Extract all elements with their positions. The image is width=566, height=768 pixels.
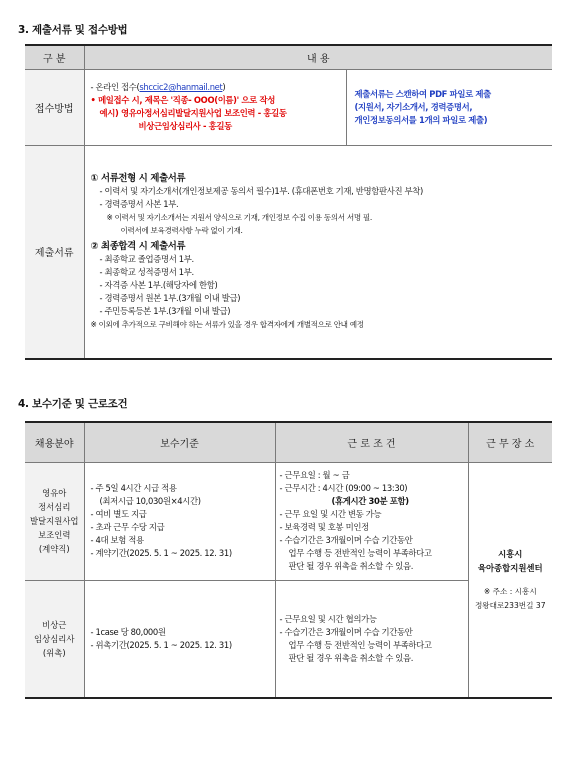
docs-stage2-item: - 경력증명서 원본 1부.(3개월 이내 발급) [99, 293, 241, 304]
email-example-2: 비상근임상심리사 - 홍길동 [138, 121, 232, 131]
email-link[interactable]: shccic2@hanmail.net [139, 82, 223, 92]
header-conditions: 근 로 조 건 [275, 422, 468, 462]
pay-psychologist: - 1case 당 80,000원 - 위촉기간(2025. 5. 1 ~ 2025. 12. 31) [84, 580, 275, 698]
conditions-psychologist: - 근무요일 및 시간 협의가능 - 수습기간은 3개월이며 수습 기간동안 업무 수행 등 전반적인 능력이 부족하다고 판단 될 경우 위촉을 취소할 수 있음. [275, 580, 468, 698]
docs-stage2-item: - 자격증 사본 1부.(해당자에 한함) [99, 280, 218, 291]
header-category: 구 분 [25, 45, 84, 69]
salary-row-assistant [25, 462, 552, 580]
docs-stage1-title: ① 서류전형 시 제출서류 [90, 173, 186, 185]
field-assistant: 영유아 정서심리 발달지원사업 보조인력 (계약직) [25, 462, 84, 580]
docs-stage2-title: ② 최종합격 시 제출서류 [90, 241, 186, 253]
pay-assistant: - 주 5일 4시간 시급 적용 (최저시급 10,030원×4시간) - 여비 별도 지급 - 초과 근무 수당 지급 - 4대 보험 적용 - 계약기간(2025. 5. 1 ~ 2025. 12. 31) [84, 462, 275, 580]
email-subject-rule: • 메일접수 시, 제목은 '직종- OOO(이름)' 으로 작성 [90, 95, 275, 105]
header-field: 채용분야 [25, 422, 84, 462]
place-name: 시흥시 [498, 548, 523, 559]
method-details [84, 69, 346, 145]
docs-row [25, 145, 552, 359]
docs-details [84, 145, 552, 359]
method-row [25, 69, 552, 145]
docs-footer-note: ※ 이외에 추가적으로 구비해야 하는 서류가 있을 경우 합격자에게 개별적으로 안내 예정 [90, 320, 364, 330]
online-line: - 온라인 접수(shccic2@hanmail.net) [90, 82, 226, 92]
docs-label: 제출서류 [25, 145, 84, 359]
header-pay: 보수기준 [84, 422, 275, 462]
docs-stage2-item: - 최종학교 졸업증명서 1부. [99, 254, 194, 265]
submission-table [25, 44, 552, 360]
docs-stage2-item: - 최종학교 성적증명서 1부. [99, 267, 194, 278]
work-place [468, 462, 552, 698]
salary-header-row [25, 422, 552, 462]
method-note: 제출서류는 스캔하여 PDF 파일로 제출 (지원서, 자기소개서, 경력증명서, 개인정보동의서를 1개의 파일로 제출) [346, 69, 552, 145]
docs-stage1-item: - 경력증명서 사본 1부. [99, 199, 179, 210]
docs-stage1-note: 이력서에 보육경력사항 누락 없이 기재. [120, 226, 243, 236]
docs-stage2-item: - 주민등록등본 1부.(3개월 이내 발급) [99, 306, 231, 317]
email-example-1: 예시) 영유아정서심리발달지원사업 보조인력 - 홍길동 [99, 108, 287, 118]
salary-table [25, 421, 552, 699]
docs-stage1-note: ※ 이력서 및 자기소개서는 지원서 양식으로 기재, 개인정보 수집 이용 동의서 서명 필. [106, 213, 372, 223]
method-label: 접수방법 [25, 69, 84, 145]
conditions-assistant: - 근무요일 : 월 ~ 금 - 근무시간 : 4시간 (09:00 ~ 13:30) (휴게시간 30분 포함) - 근무 요일 및 시간 변동 가능 - 보육경력 및 호봉 미인정 - 수습기간은 3개월이며 수습 기간동안 업무 수행 등 전반적인 능력이 부족하다고 판단 될 경우 위촉을 취소할 수 있음. [275, 462, 468, 580]
place-address: ※ 주소 : 시흥시 [483, 586, 537, 596]
field-psychologist: 비상근 임상심리사 (위촉) [25, 580, 84, 698]
docs-stage1-item: - 이력서 및 자기소개서(개인정보제공 동의서 필수)1부. (휴대폰번호 기재, 반명함판사진 부착) [99, 186, 423, 197]
section3-title: 3. 제출서류 및 접수방법 [18, 24, 128, 36]
header-place: 근 무 장 소 [468, 422, 552, 462]
place-address: 정왕대로233번길 37 [474, 600, 546, 610]
header-content: 내 용 [84, 45, 552, 69]
section4-title: 4. 보수기준 및 근로조건 [18, 398, 128, 410]
place-name: 육아종합지원센터 [477, 562, 543, 573]
submission-header-row [25, 45, 552, 69]
